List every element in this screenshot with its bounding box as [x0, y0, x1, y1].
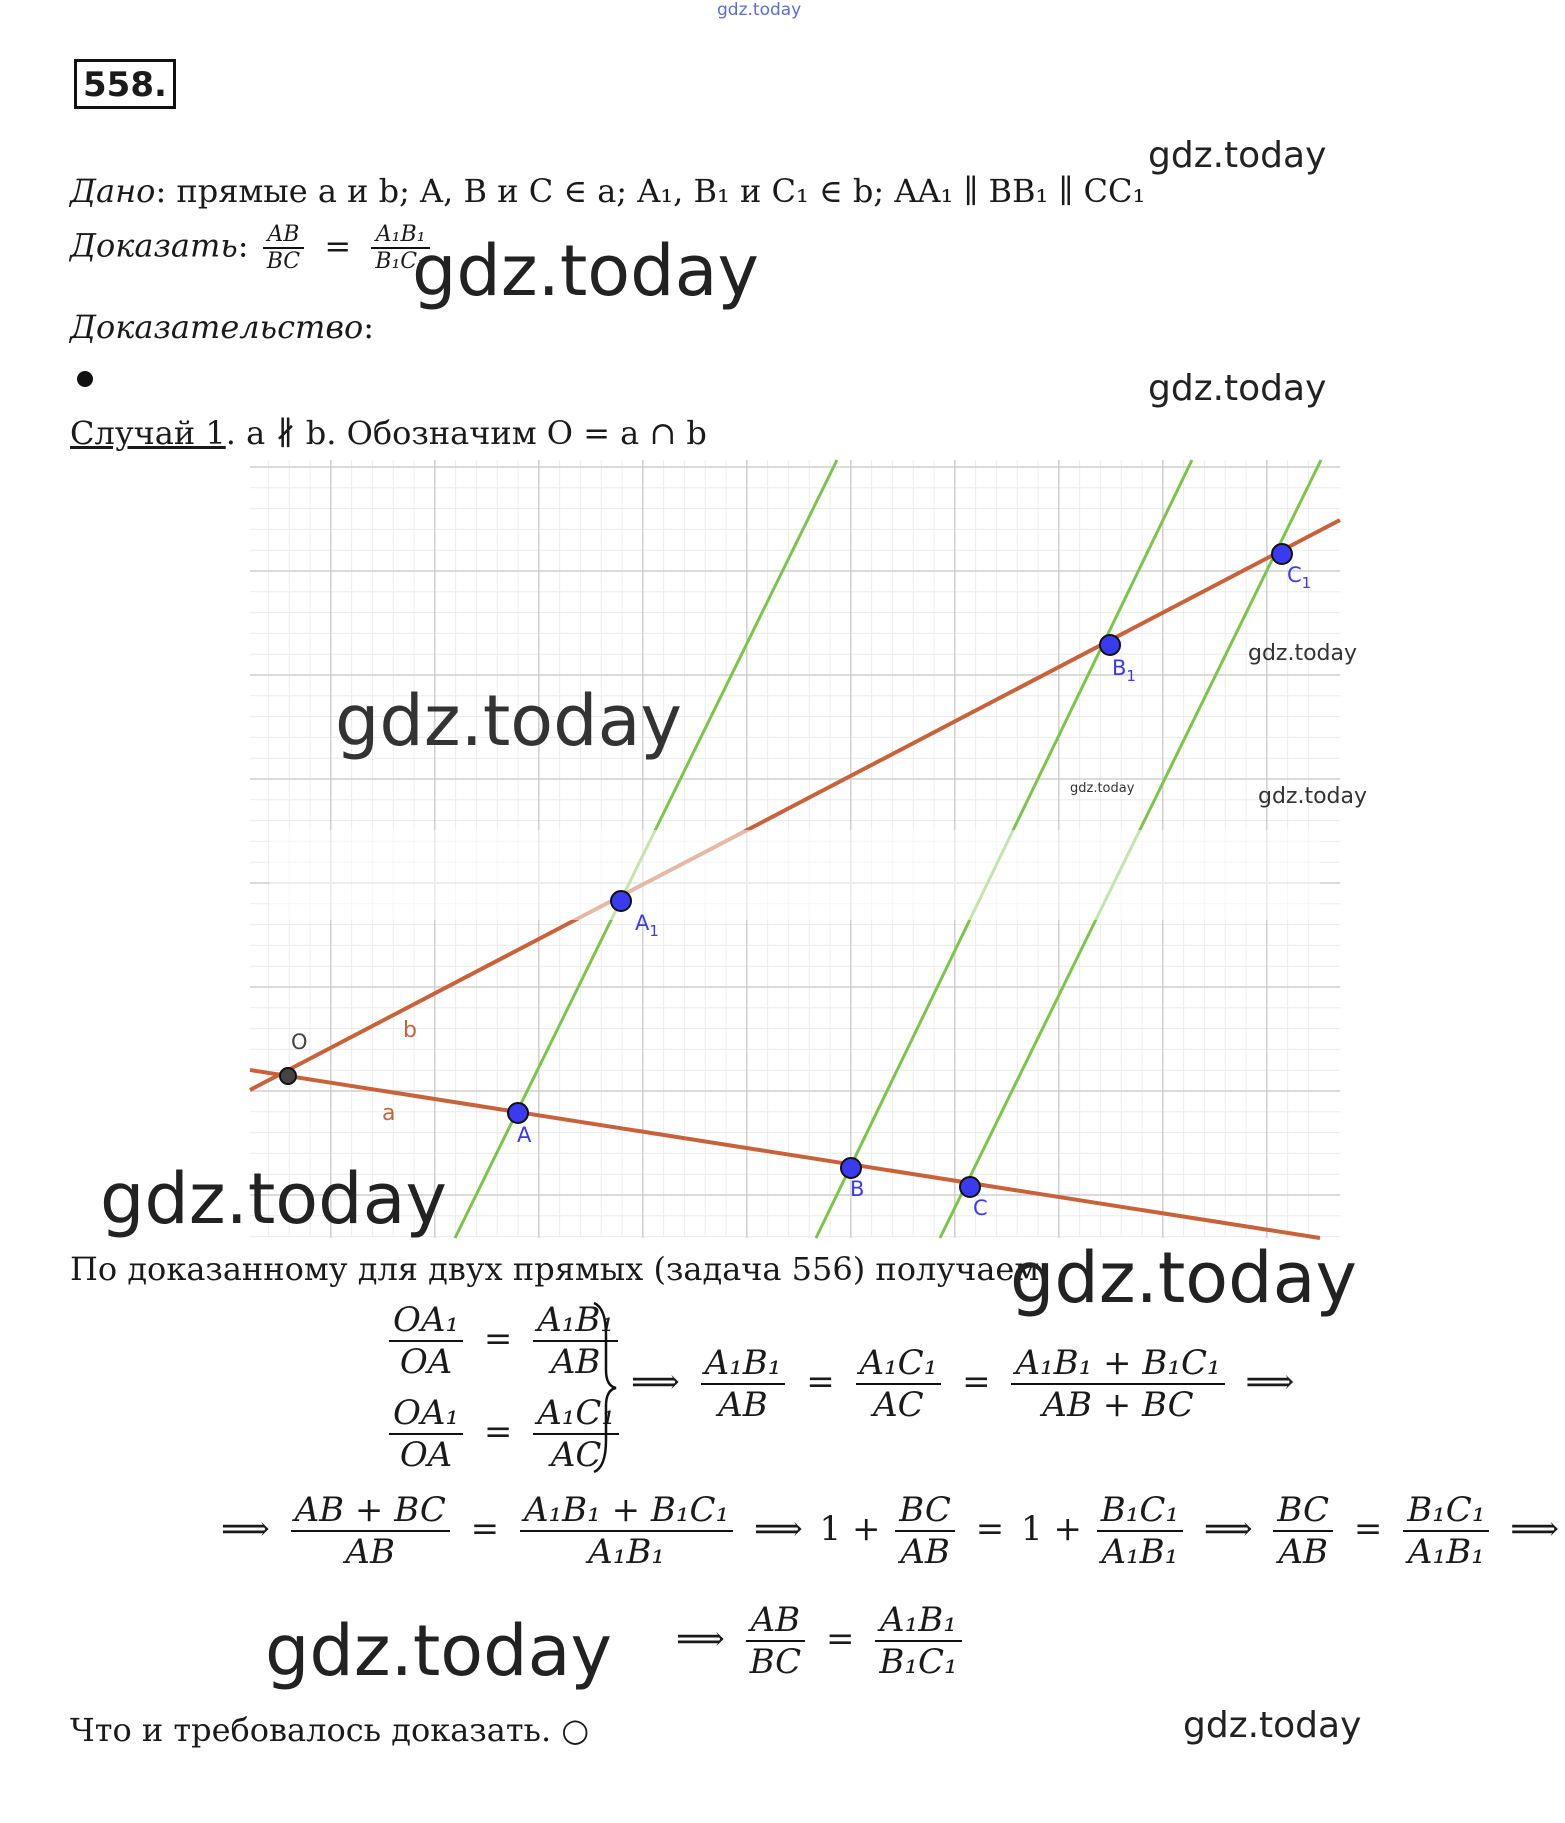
point-O	[280, 1068, 296, 1084]
point-C1	[1272, 544, 1292, 564]
fraction: $\frac{\text{A₁C₁}}{AC}$	[856, 1343, 942, 1425]
watermark: gdz.today	[1148, 135, 1327, 176]
fraction: $\frac{BC}{AB}$	[1273, 1490, 1333, 1572]
case1-text: . a ∦ b. Обозначим O = a ∩ b	[225, 414, 707, 452]
point-C	[960, 1177, 980, 1197]
watermark-top: gdz.today	[717, 0, 802, 20]
label-A1: $A_1$	[635, 911, 659, 940]
label-O: O	[291, 1030, 308, 1054]
prove-line: Доказать: $\frac{AB}{BC}$ = $\frac{\text{A₁B₁}}{\text{B₁C₁}}$	[70, 222, 434, 274]
chain-1: ⟹ $\frac{\text{A₁B₁}}{AB}$ = $\frac{\text{A₁C₁}}{AC}$ = $\frac{\text{A₁B₁ + B₁C₁}}{AB + BC}$ ⟹	[631, 1343, 1295, 1425]
fraction: $\frac{BC}{AB}$	[895, 1490, 955, 1572]
label-B: B	[850, 1177, 865, 1201]
case1-label: Случай 1	[70, 414, 226, 452]
fraction: $\frac{AB}{BC}$	[746, 1600, 806, 1682]
fraction: $\frac{AB + BC}{AB}$	[291, 1490, 450, 1572]
label-C1: $C_1$	[1287, 563, 1312, 592]
given-label: Дано	[70, 172, 156, 210]
label-b: b	[403, 1018, 417, 1043]
label-B1: $B_1$	[1112, 656, 1136, 685]
watermark: gdz.today	[1070, 781, 1135, 796]
system-row-2: $\frac{\text{OA₁}}{OA}$ = $\frac{\text{A₁C₁}}{AC}$	[385, 1393, 623, 1475]
given-text: : прямые a и b; A, B и C ∈ a; A₁, B₁ и C₁ ∈ b; AA₁ ∥ BB₁ ∥ CC₁	[155, 172, 1146, 210]
chain-2: ⟹ $\frac{AB + BC}{AB}$ = $\frac{\text{A₁B₁ + B₁C₁}}{\text{A₁B₁}}$ ⟹ 1 + $\frac{BC}{AB}$ = 1 + $\frac{\text{B₁C₁}}{\text{A₁B₁}}$ ⟹ $\frac{BC}{AB}$ = $\frac{\text{B₁C₁}}{\text{A₁B₁}}$ ⟹	[221, 1490, 1560, 1572]
watermark: gdz.today	[1148, 368, 1327, 409]
watermark: gdz.today	[335, 680, 682, 762]
fraction: $\frac{\text{A₁B₁}}{AB}$	[533, 1300, 618, 1382]
prove-fraction-right: $\frac{\text{A₁B₁}}{\text{B₁C₁}}$	[371, 222, 430, 274]
point-B1	[1100, 635, 1120, 655]
point-A	[508, 1103, 528, 1123]
fraction: $\frac{\text{OA₁}}{OA}$	[389, 1300, 463, 1382]
equals: =	[324, 226, 352, 265]
watermark: gdz.today	[1010, 1237, 1357, 1319]
point-A1	[611, 891, 631, 911]
given-line	[70, 172, 1145, 210]
fraction: $\frac{\text{B₁C₁}}{\text{A₁B₁}}$	[1097, 1490, 1183, 1572]
watermark: gdz.today	[412, 230, 759, 312]
fraction: $\frac{\text{A₁C₁}}{AC}$	[533, 1393, 619, 1475]
watermark: gdz.today	[1183, 1705, 1362, 1746]
label-A: A	[517, 1123, 532, 1147]
washout-band	[270, 830, 1320, 920]
fraction: $\frac{\text{A₁B₁}}{AB}$	[701, 1343, 786, 1425]
label-a: a	[382, 1101, 396, 1126]
prove-fraction-left: $\frac{AB}{BC}$	[263, 222, 304, 274]
proof-label: Доказательство	[70, 308, 364, 346]
prove-label: Доказать	[70, 226, 238, 265]
by-proved-line: По доказанному для двух прямых (задача 556) получаем	[70, 1250, 1040, 1288]
problem-number: 558.	[74, 59, 176, 109]
chain-3: ⟹ $\frac{AB}{BC}$ = $\frac{\text{A₁B₁}}{\text{B₁C₁}}$	[670, 1600, 966, 1682]
point-B	[841, 1158, 861, 1178]
fraction: $\frac{\text{B₁C₁}}{\text{A₁B₁}}$	[1403, 1490, 1489, 1572]
bullet	[77, 371, 93, 387]
fraction: $\frac{\text{A₁B₁}}{\text{B₁C₁}}$	[875, 1600, 961, 1682]
fraction: $\frac{\text{A₁B₁ + B₁C₁}}{AB + BC}$	[1011, 1343, 1224, 1425]
system-row-1: $\frac{\text{OA₁}}{OA}$ = $\frac{\text{A₁B₁}}{AB}$	[385, 1300, 622, 1382]
line-labels	[382, 1018, 417, 1126]
watermark: gdz.today	[265, 1610, 612, 1692]
proof-line: Доказательство:	[70, 308, 375, 346]
geometry-figure	[250, 460, 1368, 1238]
watermark: gdz.today	[1248, 641, 1358, 666]
fraction: $\frac{\text{A₁B₁ + B₁C₁}}{\text{A₁B₁}}$	[520, 1490, 733, 1572]
fraction: $\frac{\text{OA₁}}{OA}$	[389, 1393, 463, 1475]
case1-line	[70, 414, 707, 452]
label-C: C	[973, 1196, 988, 1220]
system-brace	[590, 1300, 620, 1475]
conclusion: Что и требовалось доказать. ○	[70, 1711, 590, 1749]
watermark: gdz.today	[100, 1158, 447, 1240]
watermark: gdz.today	[1258, 784, 1368, 809]
